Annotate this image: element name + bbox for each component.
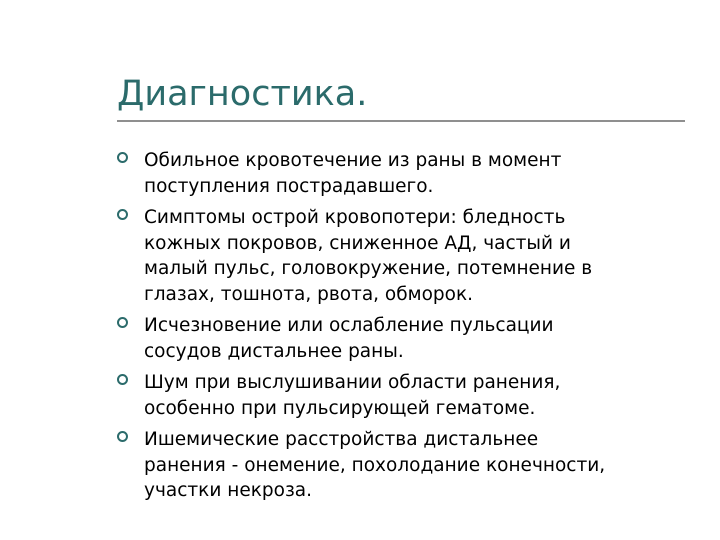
- bullet-text-line: Обильное кровотечение из раны в момент: [144, 150, 562, 171]
- hollow-circle-bullet-icon: [117, 317, 128, 328]
- bullet-text-line: глазах, тошнота, рвота, обморок.: [144, 283, 474, 305]
- bullet-item: [113, 148, 683, 199]
- hollow-circle-bullet-icon: [117, 374, 128, 385]
- hollow-circle-bullet-icon: [117, 209, 128, 220]
- bullet-text-line: поступления пострадавшего.: [144, 175, 434, 197]
- bullet-text-line: Исчезновение или ослабление пульсации: [144, 315, 554, 336]
- bullet-item: [113, 313, 683, 364]
- bullet-text-line: малый пульс, головокружение, потемнение в: [144, 258, 593, 279]
- bullet-text-line: участки некроза.: [144, 480, 313, 501]
- bullet-list: [113, 148, 683, 510]
- hollow-circle-bullet-icon: [117, 152, 128, 163]
- bullet-item: [113, 205, 683, 307]
- slide-title: Диагностика.: [117, 74, 368, 114]
- bullet-text-line: ранения - онемение, похолодание конечности,: [144, 454, 606, 476]
- bullet-item: [113, 370, 683, 421]
- bullet-text-line: особенно при пульсирующей гематоме.: [144, 397, 536, 419]
- bullet-text-line: Шум при выслушивании области ранения,: [144, 372, 561, 393]
- bullet-text-line: сосудов дистальнее раны.: [144, 340, 404, 362]
- hollow-circle-bullet-icon: [117, 431, 128, 442]
- bullet-text-line: кожных покровов, сниженное АД, частый и: [144, 232, 571, 254]
- title-divider: [117, 120, 685, 122]
- bullet-text-line: Симптомы острой кровопотери: бледность: [144, 207, 566, 228]
- bullet-item: [113, 427, 683, 504]
- bullet-text-line: Ишемические расстройства дистальнее: [144, 429, 539, 450]
